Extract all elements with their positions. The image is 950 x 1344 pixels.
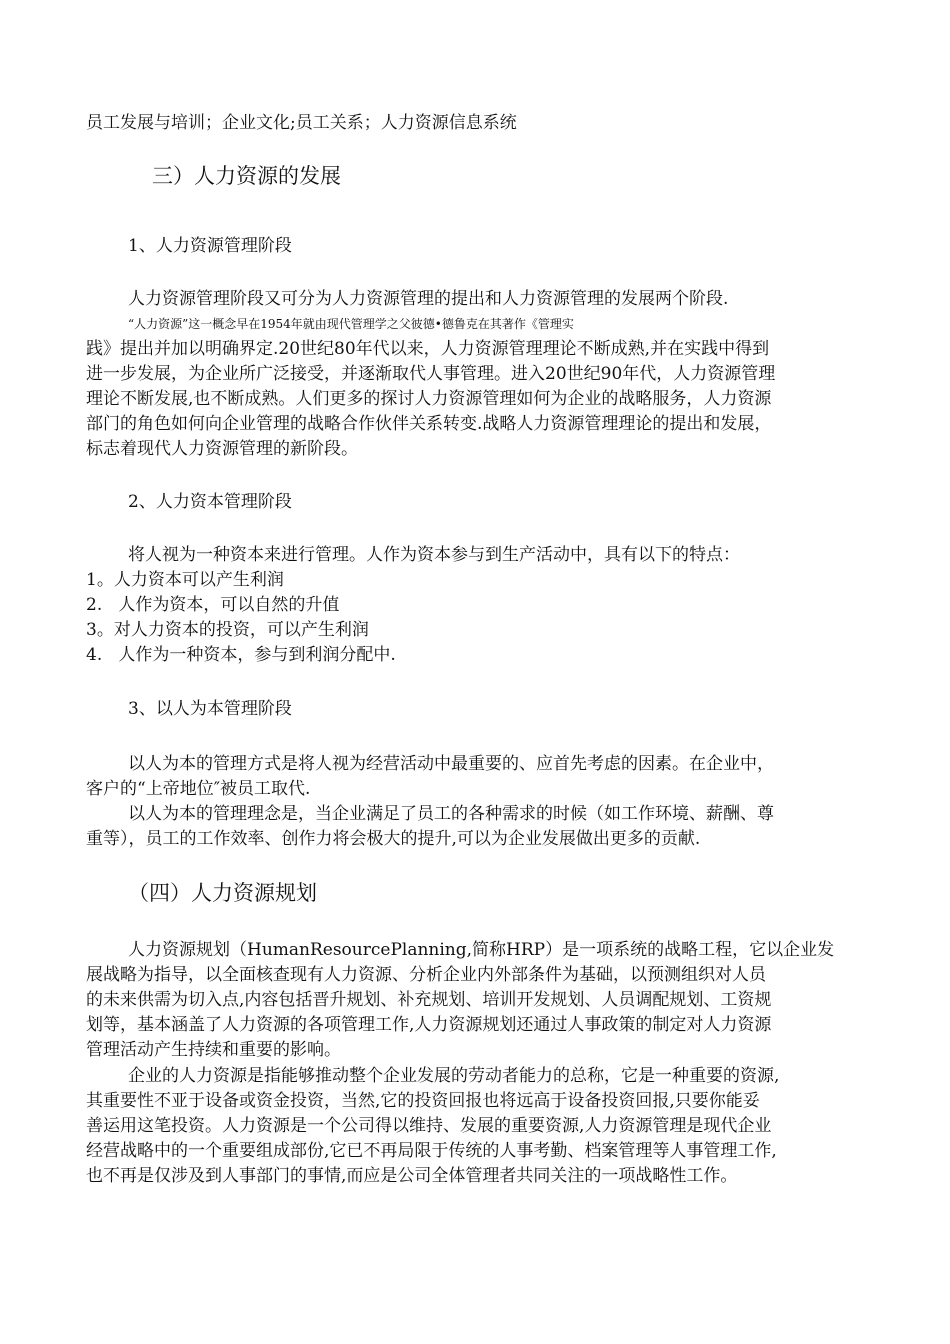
subsection-heading-3: 3、以人为本管理阶段 bbox=[128, 699, 292, 719]
list-item: 3。对人力资本的投资，可以产生利润 bbox=[86, 620, 369, 640]
section-heading-3: 三）人力资源的发展 bbox=[152, 164, 341, 188]
paragraph-line: 以人为本的管理方式是将人视为经营活动中最重要的、应首先考虑的因素。在企业中， bbox=[128, 754, 774, 774]
paragraph-line: 划等，基本涵盖了人力资源的各项管理工作,人力资源规划还通过人事政策的制定对人力资源 bbox=[86, 1015, 772, 1035]
paragraph-line: 企业的人力资源是指能够推动整个企业发展的劳动者能力的总称，它是一种重要的资源, bbox=[128, 1066, 780, 1086]
paragraph-line: 进一步发展，为企业所广泛接受，并逐渐取代人事管理。进入20世纪90年代，人力资源管理 bbox=[86, 364, 776, 384]
paragraph-line: 人力资源管理阶段又可分为人力资源管理的提出和人力资源管理的发展两个阶段. bbox=[128, 289, 729, 309]
intro-line: 员工发展与培训；企业文化;员工关系；人力资源信息系统 bbox=[86, 113, 517, 133]
section-heading-4: （四）人力资源规划 bbox=[128, 881, 317, 905]
paragraph-line: 客户的“上帝地位″被员工取代. bbox=[86, 779, 311, 799]
paragraph-line: 人力资源规划（HumanResourcePlanning,简称HRP）是一项系统的战略工程，它以企业发 bbox=[128, 940, 835, 960]
paragraph-line: 践》提出并加以明确界定.20世纪80年代以来，人力资源管理理论不断成熟,并在实践中得到 bbox=[86, 339, 770, 359]
subsection-heading-2: 2、人力资本管理阶段 bbox=[128, 492, 292, 512]
paragraph-line: 其重要性不亚于设备或资金投资，当然,它的投资回报也将远高于设备投资回报,只要你能妥 bbox=[86, 1091, 760, 1111]
list-item: 2. 人作为资本，可以自然的升值 bbox=[86, 595, 340, 615]
paragraph-line: 善运用这笔投资。人力资源是一个公司得以维持、发展的重要资源,人力资源管理是现代企业 bbox=[86, 1116, 772, 1136]
paragraph-line: “人力资源”这一概念早在1954年就由现代管理学之父彼德•德鲁克在其著作《管理实 bbox=[128, 317, 574, 331]
list-item: 1。人力资本可以产生利润 bbox=[86, 570, 284, 590]
paragraph-line: 管理活动产生持续和重要的影响。 bbox=[86, 1040, 341, 1060]
list-item: 4. 人作为一种资本，参与到利润分配中. bbox=[86, 645, 396, 665]
paragraph-line: 经营战略中的一个重要组成部份,它已不再局限于传统的人事考勤、档案管理等人事管理工作, bbox=[86, 1141, 777, 1161]
paragraph-line: 以人为本的管理理念是，当企业满足了员工的各种需求的时候（如工作环境、薪酬、尊 bbox=[128, 804, 774, 824]
paragraph-line: 部门的角色如何向企业管理的战略合作伙伴关系转变.战略人力资源管理理论的提出和发展， bbox=[86, 414, 772, 434]
subsection-heading-1: 1、人力资源管理阶段 bbox=[128, 236, 292, 256]
paragraph-line: 展战略为指导，以全面核查现有人力资源、分析企业内外部条件为基础，以预测组织对人员 bbox=[86, 965, 766, 985]
paragraph-line: 重等），员工的工作效率、创作力将会极大的提升,可以为企业发展做出更多的贡献. bbox=[86, 829, 701, 849]
paragraph-line: 将人视为一种资本来进行管理。人作为资本参与到生产活动中，具有以下的特点： bbox=[128, 545, 740, 565]
paragraph-line: 理论不断发展,也不断成熟。人们更多的探讨人力资源管理如何为企业的战略服务，人力资源 bbox=[86, 389, 772, 409]
paragraph-line: 也不再是仅涉及到人事部门的事情,而应是公司全体管理者共同关注的一项战略性工作。 bbox=[86, 1166, 738, 1186]
paragraph-line: 的未来供需为切入点,内容包括晋升规划、补充规划、培训开发规划、人员调配规划、工资规 bbox=[86, 990, 772, 1010]
paragraph-line: 标志着现代人力资源管理的新阶段。 bbox=[86, 439, 358, 459]
